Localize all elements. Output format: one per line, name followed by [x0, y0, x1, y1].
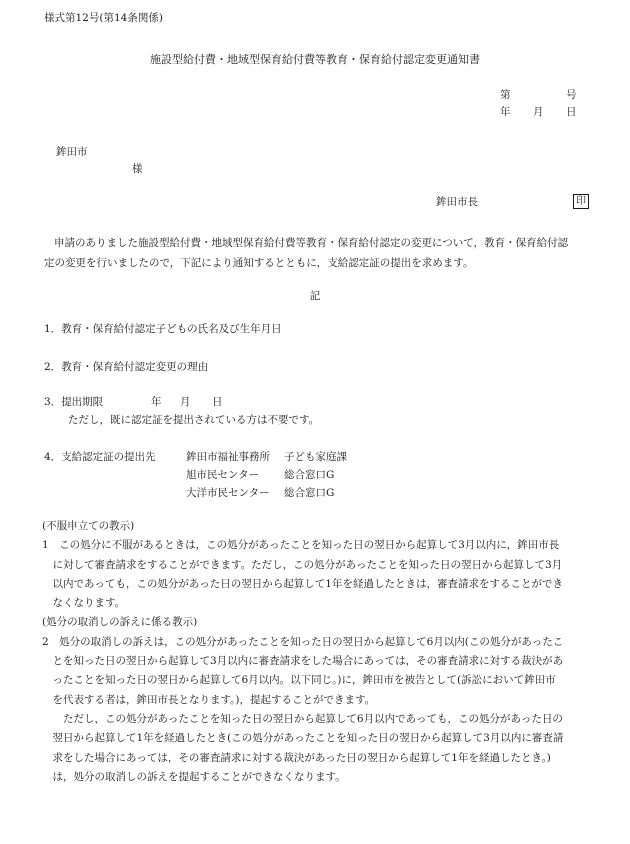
- intro-paragraph: [44, 233, 592, 273]
- item-number: 3．: [44, 396, 62, 408]
- doc-number-dai: 第: [500, 89, 511, 101]
- recipient-city: 鉾田市: [56, 146, 88, 158]
- office-name: 鉾田市福祉事務所: [186, 451, 270, 463]
- ki-heading: 記: [309, 290, 321, 302]
- item-text: 教育・保育給付認定子どもの氏名及び生年月日: [61, 323, 282, 335]
- item-number: 4．: [44, 451, 62, 463]
- office-name: 旭市民センター: [186, 469, 260, 481]
- intro-line: 申請のありました施設型給付費・地域型保育給付費等教育・保育給付認定の変更について，教育・保育給付認: [54, 237, 569, 249]
- deadline-note: ただし，既に認定証を提出されている方は不要です。: [68, 414, 320, 426]
- item-label: 支給認定証の提出先: [61, 451, 156, 463]
- item-2: [44, 361, 208, 374]
- office-dept: 子ども家庭課: [284, 451, 347, 463]
- deadline-year: 年: [151, 396, 162, 408]
- notice-line: とを知った日の翌日から起算して3月以内に審査請求をした場合にあっては，その審査請求に対する裁決があ: [42, 655, 564, 668]
- notice-line: ただし，この処分があったことを知った日の翌日から起算して6月以内であっても，この処分があった日の: [42, 712, 563, 725]
- appeal-notice: [42, 517, 602, 787]
- item-number: 1．: [44, 323, 62, 335]
- notice-line: を代表する者は，鉾田市長となります。)，提起することができます。: [42, 693, 376, 706]
- office-dept: 総合窓口G: [284, 469, 335, 481]
- item-1: [44, 323, 282, 336]
- seal-stamp: 印: [573, 194, 589, 209]
- recipient-sama: 様: [132, 163, 143, 175]
- date-year: 年: [500, 106, 511, 118]
- date-day: 日: [566, 106, 577, 118]
- notice-heading: (処分の取消しの訴えに係る教示): [42, 616, 198, 629]
- office-name: 大洋市民センター: [186, 487, 270, 499]
- item-label: 提出期限: [61, 396, 104, 408]
- office-dept: 総合窓口G: [284, 487, 335, 499]
- intro-line: 定の変更を行いましたので，下記により通知するとともに，支給認定証の提出を求めます。: [44, 257, 474, 269]
- deadline-month: 月: [180, 396, 191, 408]
- item-4: [44, 451, 156, 464]
- notice-line: 以内であっても，この処分があった日の翌日から起算して1年を経過したときは，審査請求をすることができ: [42, 577, 563, 590]
- doc-number-go: 号: [566, 89, 577, 101]
- notice-line: 求をした場合にあっては，その審査請求に対する裁決があった日の翌日から起算して1年を経過したとき。): [42, 751, 551, 764]
- notice-line: は，処分の取消しの訴えを提起することができなくなります。: [42, 770, 346, 783]
- form-label: 様式第12号(第14条関係): [44, 12, 163, 24]
- notice-line: 1 この処分に不服があるときは，この処分があったことを知った日の翌日から起算して3月以内に，鉾田市長: [42, 539, 560, 552]
- notice-line: 翌日から起算して1年を経過したとき(この処分があったことを知った日の翌日から起算して3月以内に審査請: [42, 732, 564, 745]
- sender-name: 鉾田市長: [436, 196, 478, 208]
- document-title: 施設型給付費・地域型保育給付費等教育・保育給付認定変更通知書: [150, 53, 480, 66]
- item-text: 教育・保育給付認定変更の理由: [61, 361, 209, 373]
- notice-heading: (不服申立ての教示): [42, 520, 135, 532]
- notice-line: なくなります。: [42, 597, 126, 610]
- date-month: 月: [533, 106, 544, 118]
- item-number: 2．: [44, 361, 62, 373]
- notice-line: 2 処分の取消しの訴えは，この処分があったことを知った日の翌日から起算して6月以内(この処分があったこ: [42, 635, 564, 648]
- notice-line: に対して審査請求をすることができます。ただし，この処分があったことを知った日の翌日から起算して3月: [42, 558, 563, 571]
- notice-line: ったことを知った日の翌日から起算して6月以内。以下同じ。)に，鉾田市を被告として(訴訟において鉾田市: [42, 674, 556, 687]
- deadline-day: 日: [212, 396, 223, 408]
- item-3: [44, 396, 103, 409]
